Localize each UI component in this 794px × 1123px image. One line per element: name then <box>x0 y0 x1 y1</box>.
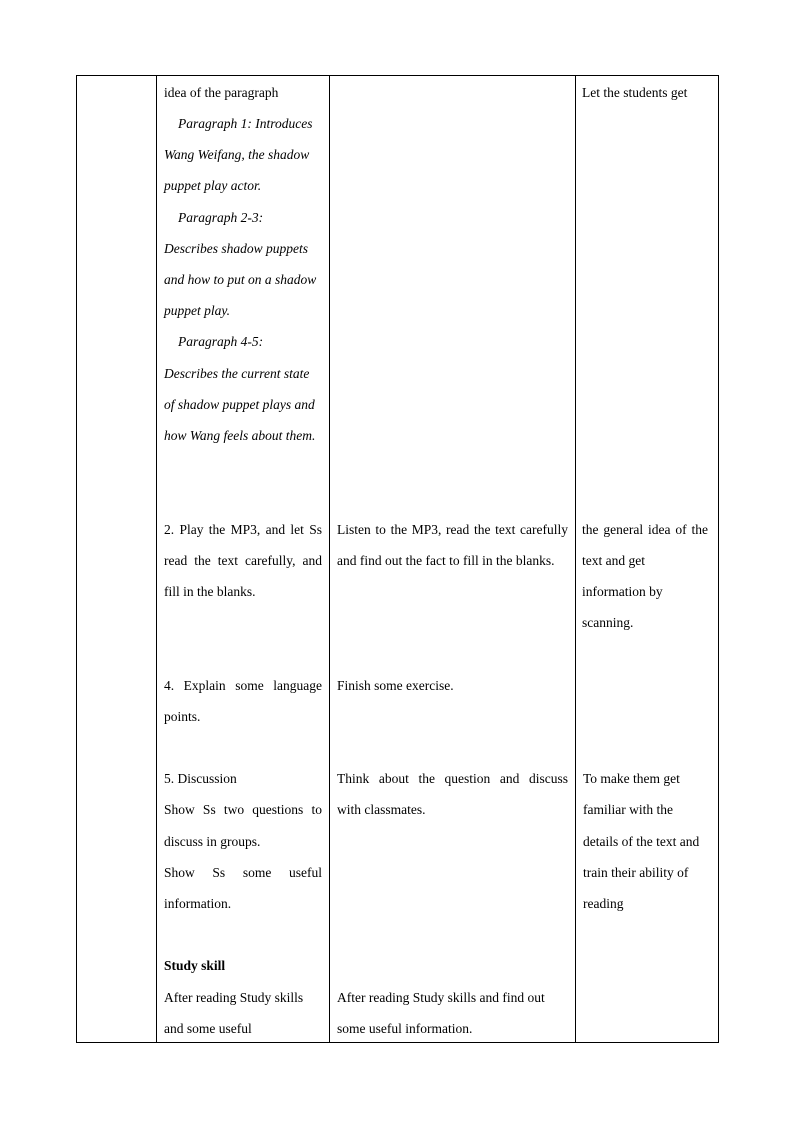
exercise-text: Finish some exercise. <box>337 678 454 693</box>
step4-text: 4. Explain some language <box>164 678 322 693</box>
paragraph45-label: Paragraph 4-5: <box>178 334 264 349</box>
purpose-text: reading <box>583 896 624 911</box>
step5-text: Show Ss two questions to <box>164 802 322 817</box>
purpose-cell <box>576 76 719 1043</box>
purpose-text: the general idea of the <box>582 522 708 537</box>
step2-text: 2. Play the MP3, and let Ss <box>164 522 322 537</box>
purpose-text: scanning. <box>582 615 634 630</box>
step5-text: discuss in groups. <box>164 834 261 849</box>
study-activity-text: After reading Study skills and find out <box>337 990 545 1005</box>
purpose-text: text and get <box>582 553 645 568</box>
step2-text: fill in the blanks. <box>164 584 256 599</box>
discuss-text: Think about the question and discuss <box>337 771 568 786</box>
teacher-activity-cell <box>157 76 330 1043</box>
paragraph45-text: of shadow puppet plays and <box>164 397 315 412</box>
paragraph23-text: Describes shadow puppets <box>164 241 308 256</box>
paragraph23-text: puppet play. <box>164 303 230 318</box>
student-activity-cell <box>330 76 576 1043</box>
paragraph45-text: Describes the current state <box>164 366 310 381</box>
paragraph23-text: and how to put on a shadow <box>164 272 317 287</box>
study-skill-heading: Study skill <box>164 958 226 973</box>
purpose-text: To make them get <box>583 771 680 786</box>
listen-text: Listen to the MP3, read the text carefully <box>337 522 568 537</box>
idea-text: idea of the paragraph <box>164 85 279 100</box>
paragraph1-text: Wang Weifang, the shadow <box>164 147 310 162</box>
step5-text: information. <box>164 896 232 911</box>
paragraph1-label: Paragraph 1: Introduces <box>178 116 313 131</box>
paragraph1-text: puppet play actor. <box>164 178 262 193</box>
step4-text: points. <box>164 709 201 724</box>
discuss-text: with classmates. <box>337 802 426 817</box>
purpose-text: familiar with the <box>583 802 673 817</box>
study-skill-text: and some useful <box>164 1021 252 1036</box>
purpose-text: Let the students get <box>582 85 688 100</box>
study-skill-text: After reading Study skills <box>164 990 304 1005</box>
step5-heading: 5. Discussion <box>164 771 237 786</box>
paragraph23-label: Paragraph 2-3: <box>178 210 264 225</box>
table-row <box>77 76 719 1043</box>
purpose-text: train their ability of <box>583 865 689 880</box>
step2-text: read the text carefully, and <box>164 553 322 568</box>
purpose-text: details of the text and <box>583 834 700 849</box>
study-activity-text: some useful information. <box>337 1021 473 1036</box>
lesson-plan-table <box>76 75 719 1043</box>
paragraph45-text: how Wang feels about them. <box>164 428 316 443</box>
step5-text: Show Ss some useful <box>164 865 322 880</box>
listen-text: and find out the fact to fill in the blanks. <box>337 553 555 568</box>
purpose-text: information by <box>582 584 663 599</box>
stage-column-cell <box>77 76 157 1043</box>
